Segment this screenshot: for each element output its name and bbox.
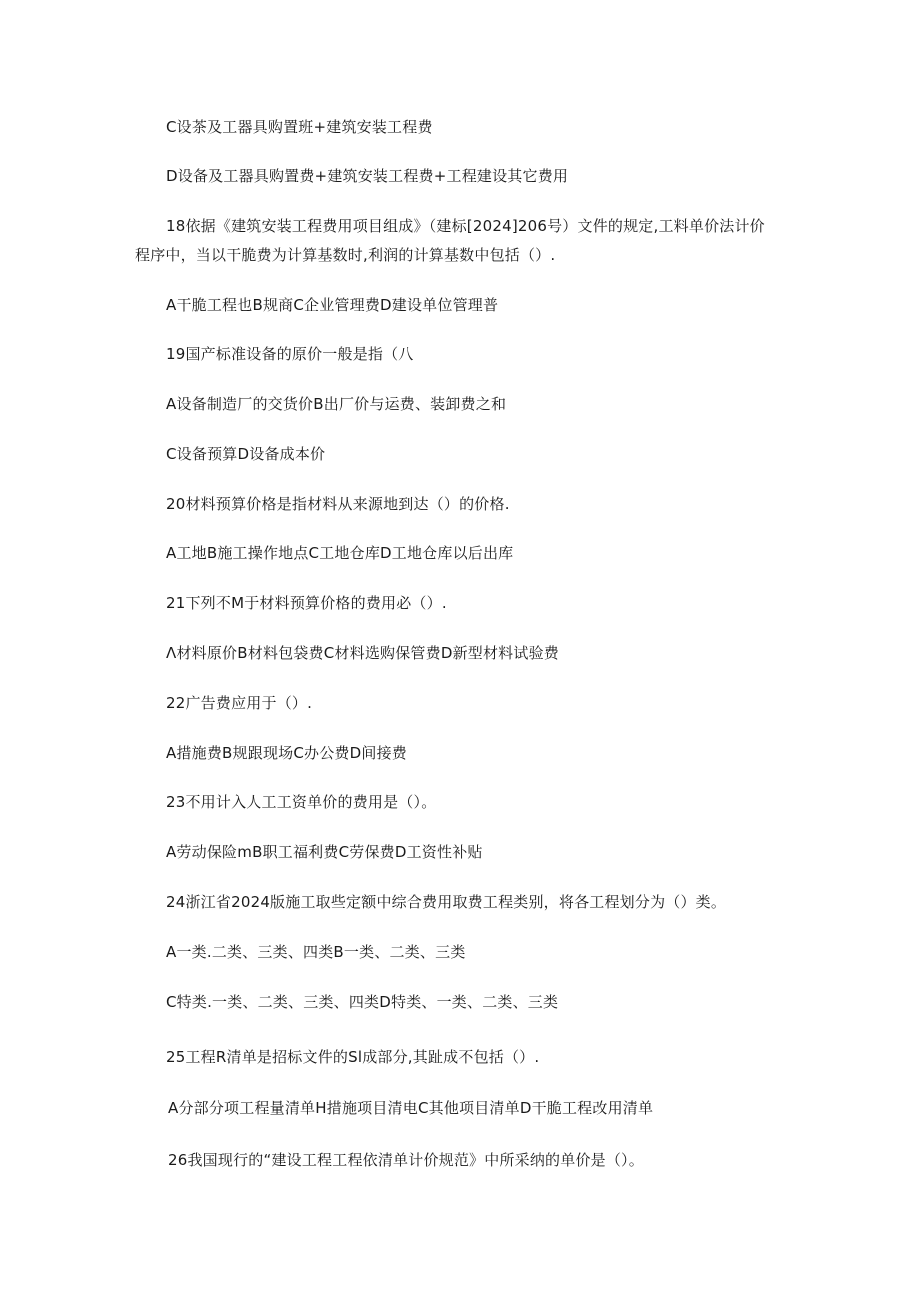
options-19-cd: C设备预算D设备成本价 [166, 445, 326, 463]
question-20: 20材料预算价格是指材料从来源地到达（）的价格. [166, 495, 510, 513]
question-25: 25工程R清单是招标文件的Sl成部分,其趾成不包括（）. [166, 1048, 540, 1066]
options-22: A措施费B规跟现场C办公费D间接费 [166, 744, 407, 762]
options-21: Λ材料原价B材料包袋费C材料选购保管费D新型材料试验费 [166, 644, 559, 662]
question-19: 19国产标准设备的原价一般是指（八 [166, 345, 414, 363]
question-21: 21下列不M于材料预算价格的费用必（）. [166, 594, 447, 612]
options-24-ab: A一类.二类、三类、四类B一类、二类、三类 [166, 943, 466, 961]
option-line-17c: C设茶及工器具购置班+建筑安装工程费 [166, 118, 433, 136]
options-20: A工地B施工操作地点C工地仓库D工地仓库以后出库 [166, 544, 514, 562]
options-23: A劳动保险mB职工福利费C劳保费D工资性补贴 [166, 843, 483, 861]
question-22: 22广告费应用于（）. [166, 694, 313, 712]
options-25: A分部分项工程量清单H措施项目清电C其他项目清单D干脆工程改用清单 [168, 1099, 654, 1117]
options-18: A干脆工程也B规商C企业管理费D建设单位管理普 [166, 296, 499, 314]
question-18-line-1: 18依据《建筑安装工程费用项目组成》（建标[2024]206号）文件的规定,工料单价法计价 [166, 217, 765, 235]
question-23: 23不用计入人工工资单价的费用是（）。 [166, 793, 437, 811]
option-line-17d: D设备及工器具购置费+建筑安装工程费+工程建设其它费用 [166, 167, 569, 185]
question-24: 24浙江省2024版施工取些定额中综合费用取费工程类别，将各工程划分为（）类。 [166, 893, 727, 911]
question-26: 26我国现行的“建设工程工程依清单计价规范》中所采纳的单价是（）。 [168, 1151, 644, 1169]
options-24-cd: C特类.一类、二类、三类、四类D特类、一类、二类、三类 [166, 993, 559, 1011]
options-19-ab: A设备制造厂的交货价B出厂价与运费、装卸费之和 [166, 395, 507, 413]
question-18-line-2: 程序中，当以干脆费为计算基数时,利润的计算基数中包括（）. [135, 246, 556, 264]
